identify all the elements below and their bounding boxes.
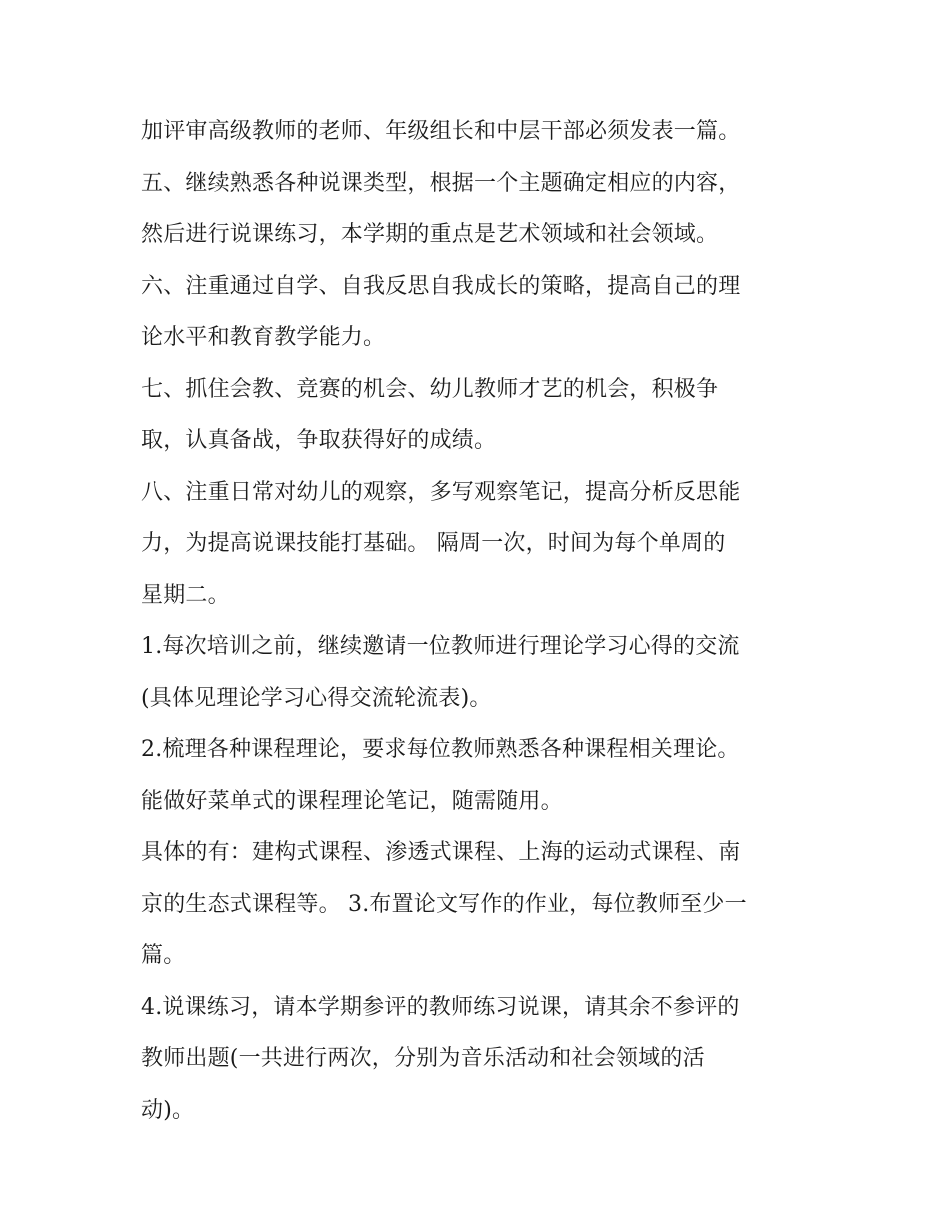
text-line: 论水平和教育教学能力。 [141,325,386,350]
text-line: 教师出题(一共进行两次，分别为音乐活动和社会领域的活 [141,1046,705,1071]
text-line: 加评审高级教师的老师、年级组长和中层干部必须发表一篇。 [141,119,741,144]
text-line: 篇。 [141,943,186,968]
text-line: 七、抓住会教、竞赛的机会、幼儿教师才艺的机会，积极争 [141,376,719,402]
text-line: 2.梳理各种课程理论，要求每位教师熟悉各种课程相关理论。 [141,737,740,762]
text-line: 五、继续熟悉各种说课类型，根据一个主题确定相应的内容， [141,170,741,196]
text-line: 京的生态式课程等。 3.布置论文写作的作业，每位教师至少一 [141,891,747,917]
text-line: 八、注重日常对幼儿的观察，多写观察笔记，提高分析反思能 [141,479,741,505]
text-line: 能做好菜单式的课程理论笔记，随需随用。 [141,788,563,814]
text-line: 六、注重通过自学、自我反思自我成长的策略，提高自己的理 [141,273,741,299]
text-line: 具体的有：建构式课程、渗透式课程、上海的运动式课程、南 [141,840,741,865]
text-line: 4.说课练习，请本学期参评的教师练习说课，请其余不参评的 [141,994,740,1020]
text-line: (具体见理论学习心得交流轮流表)。 [141,685,492,711]
text-line: 然后进行说课练习，本学期的重点是艺术领域和社会领域。 [141,222,719,247]
text-line: 星期二。 [141,582,230,608]
text-line: 动)。 [141,1097,195,1123]
text-line: 取，认真备战，争取获得好的成绩。 [141,428,497,453]
text-line: 1.每次培训之前，继续邀请一位教师进行理论学习心得的交流 [141,634,740,659]
text-line: 力，为提高说课技能打基础。 隔周一次，时间为每个单周的 [141,531,726,556]
document-body [141,106,821,1136]
